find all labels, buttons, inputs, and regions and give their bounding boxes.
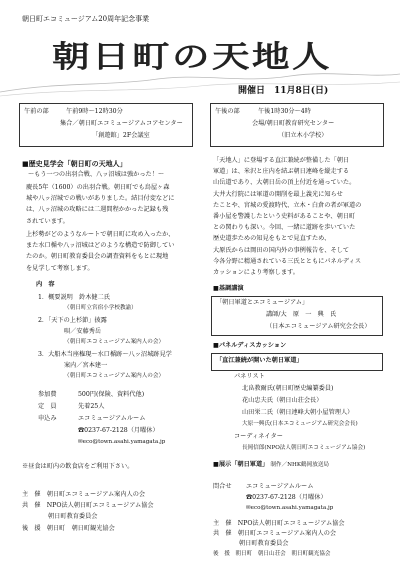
apply-email[interactable]: ✉eco@town.asahi.yamagata.jp	[78, 439, 166, 445]
morning-time: 午前9時～12時30分	[66, 108, 123, 115]
inquiry-phone: ☎0237-67-2128（月曜休）	[246, 494, 327, 501]
contents-item: 3．大船木当座権現～水口楯跡～八ッ沼城跡見学	[38, 351, 172, 358]
apply-label: 申込み	[38, 415, 57, 422]
history-title: ■歴史見学会「朝日町の天地人」	[22, 159, 127, 168]
history-subtitle: ～もう一つの出羽合戦、八ッ沼城は強かった！～	[28, 171, 165, 178]
lecture-name: 「朝日軍道とエコミュージアム」	[216, 299, 309, 306]
page-title: 朝日町の天地人	[52, 40, 332, 75]
morning-venue-room: 「創遊館」2F会議室	[92, 132, 150, 139]
panel-name: 「直江兼続が開いた朝日軍道」	[216, 357, 303, 364]
contents-item: （朝日町立宮宿小学校教諭）	[64, 305, 137, 311]
panelist: 花山忠夫氏（朝日山荘会長）	[242, 397, 323, 404]
contents-item: 2．「天下の上杉節」披露	[38, 317, 107, 324]
inquiry-value: エコミュージアムルーム	[246, 483, 314, 490]
panelist: 大原一興氏(日本エコミュージアム研究会会長)	[242, 421, 358, 427]
exhibit-line	[213, 462, 329, 469]
fee-value: 500円(保険、資料代他)	[78, 391, 145, 398]
lecture-speaker: 講師/大 原 一 興 氏	[266, 311, 337, 318]
afternoon-label: 午後の部	[215, 108, 240, 115]
contents-item: 唄／安藤秀岳	[64, 328, 102, 335]
afternoon-time: 午後1時30分～4時	[258, 108, 311, 115]
series-label: 朝日町エコミュージアム20周年記念事業	[22, 15, 150, 23]
apply-value: エコミュージアムルーム	[78, 415, 146, 422]
panelist: 山田栄二氏（朝日連峰大朝小屋管理人）	[242, 409, 354, 416]
exhibit-title: ■展示「朝日軍道」	[213, 461, 269, 468]
afternoon-intro: 「天地人」に登場する直江兼続が整備した「朝日 軍道」は、米沢と庄内を結ぶ朝日連峰を縦走する 山岳道であり、大朝日岳の頂上付近を通っていた。 大井大行院には軍道の開削を最上義光に知らせ たことや、宮城の愛渡時代、立木・白倉の者が軍道の 番小屋を警護したという史料があることや、朝日町 との関わりも深い。今回、一緒に道跡を歩いていた 歴史道歩ための知見をもとで見直すため、 大原氏からは岡田の国内外の事例報告を、そして 今各分野に精通されている三氏とともにパネルディス カッションにより考察します。	[213, 157, 362, 277]
coordinator: 長岡信郎(NPO法人朝日町エコミュージアム協会)	[242, 445, 366, 451]
apply-phone: ☎0237-67-2128（月曜休）	[78, 427, 159, 434]
fee-label: 参加費	[38, 391, 57, 398]
lunch-note: ※昼食は町内の飲食店をご利用下さい。	[22, 463, 134, 470]
history-paragraph-1: 慶長5年（1600）の出羽合戦。朝日町でも鳥屋ヶ森 城や八ッ沼城での戦いがありました。結目付変などに は、八ッ沼城の攻略には二週間程かかった記録も残 されています。	[26, 184, 175, 225]
panelist: 北畠教爾氏(朝日町歴史編纂委員)	[242, 385, 334, 392]
afternoon-organizers: 主 催 NPO法人朝日町エコミュージアム協会 共 催 朝日町エコミュージアム案内人の会 朝日町教育委員会 後 援 朝日町 朝日山荘会 朝日町観光協会	[213, 520, 345, 557]
contents-item: （朝日町エコミュージアム案内人の会）	[64, 339, 165, 345]
mountain-decoration	[0, 62, 400, 98]
capacity-value: 先着25人	[78, 403, 105, 410]
lecture-title: ■基調講演	[213, 285, 244, 292]
coordinator-label: コーディネイター	[234, 433, 283, 440]
morning-organizers: 主 催 朝日町エコミュージアム案内人の会 共 催 NPO法人朝日町エコミュージアム協会 朝日町教育委員会 後 援 朝日町 朝日町観光協会	[22, 491, 154, 532]
contents-item: （朝日町エコミュージアム案内人の会）	[64, 373, 165, 379]
morning-venue: 集合／朝日町エコミュージアムコアセンター	[60, 120, 183, 127]
history-paragraph-2: 上杉勢がどのようなルートで朝日町に攻め入ったか、 また水口楯や八ッ沼城はどのような構造で防御してい たのか。朝日町教育委員会の調査資料をもとに現地 を見学して考察します。	[26, 231, 175, 272]
inquiry-label: 問合せ	[213, 483, 232, 490]
afternoon-venue-sub: （旧立木小学校）	[278, 132, 328, 139]
afternoon-venue: 会場/朝日町教育研究センター	[252, 120, 335, 127]
capacity-label: 定 員	[38, 403, 57, 410]
inquiry-email[interactable]: ✉eco@town.asahi.yamagata.jp	[246, 505, 334, 511]
morning-label: 午前の部	[24, 108, 49, 115]
panel-title: ■パネルディスカッション	[213, 342, 287, 349]
panelist-label: パネリスト	[234, 373, 265, 380]
exhibit-producer: 制作／NHK鶴岡放送局	[270, 462, 330, 468]
lecture-affiliation: （日本エコミュージアム研究会会長）	[266, 323, 371, 330]
event-date: 開催日 11月8日(日)	[238, 86, 329, 96]
contents-item: 案内／宮本建一	[64, 362, 108, 369]
contents-title: 内 容	[36, 281, 55, 288]
contents-item: 1．概要説明 鈴木健二氏	[38, 294, 110, 301]
